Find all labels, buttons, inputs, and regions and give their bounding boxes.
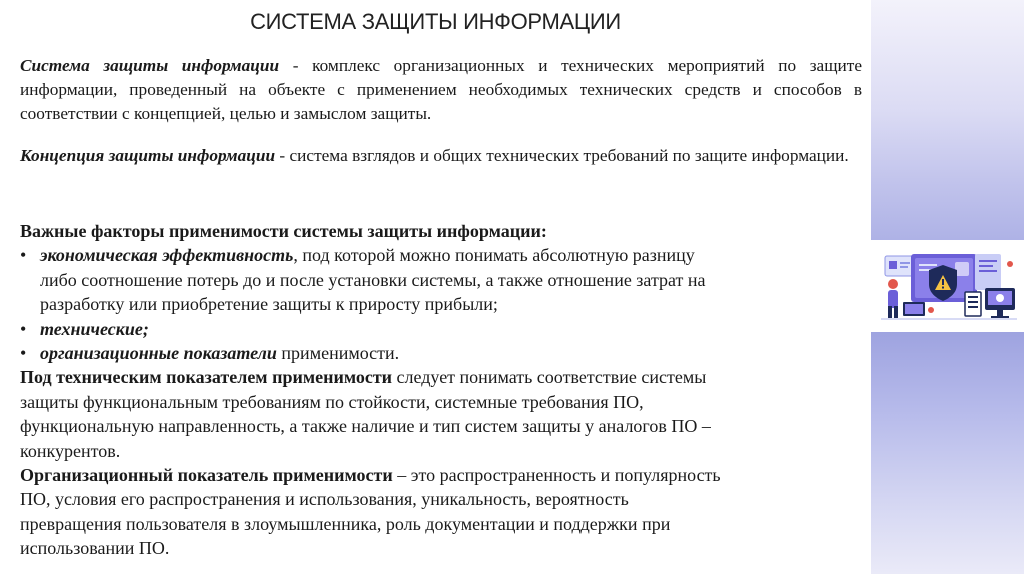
decorative-gradient-bottom bbox=[871, 332, 1024, 574]
bullet-economic-text-1: , под которой можно понимать абсолютную разницу bbox=[293, 245, 695, 266]
definition-system-text: - комплекс организационных и технических мероприятий по защите информации, проведенный на объекте с применением необходимых технических средств и способов в соответствии с концепцией, целью и замыслом защиты. bbox=[20, 56, 862, 123]
bullet-dot: • bbox=[20, 245, 27, 266]
factors-heading: Важные факторы применимости системы защиты информации: bbox=[20, 221, 547, 241]
security-scene-icon bbox=[871, 240, 1024, 332]
technical-indicator-text-1: следует понимать соответствие системы bbox=[392, 367, 707, 388]
technical-indicator-line-1 bbox=[20, 365, 866, 389]
bullet-technical-term: технические; bbox=[40, 318, 149, 339]
bullet-economic-term: экономическая эффективность bbox=[40, 245, 294, 266]
definition-system-term: Система защиты информации bbox=[20, 56, 280, 75]
decorative-gradient-top bbox=[871, 0, 1024, 240]
bullet-economic-text-2: либо соотношение потерь до и после установки системы, а также отношение затрат на bbox=[40, 269, 706, 290]
slide-title: СИСТЕМА ЗАЩИТЫ ИНФОРМАЦИИ bbox=[250, 9, 621, 34]
definition-system bbox=[20, 54, 862, 126]
definition-concept-term: Концепция защиты информации bbox=[20, 146, 276, 165]
technical-indicator-term: Под техническим показателем применимости bbox=[20, 367, 393, 388]
organizational-indicator-text-1: – это распространенность и популярность bbox=[392, 465, 721, 486]
factors-block bbox=[20, 219, 866, 561]
bullet-economic bbox=[20, 243, 866, 267]
organizational-indicator-line-2: ПО, условия его распространения и использования, уникальность, вероятность bbox=[20, 489, 629, 510]
bullet-organizational bbox=[20, 341, 866, 365]
technical-indicator-line-2: защиты функциональным требованиям по стойкости, системные требования ПО, bbox=[20, 391, 644, 412]
cybersecurity-illustration-icon bbox=[871, 240, 1024, 332]
organizational-indicator-line-4: использовании ПО. bbox=[20, 538, 170, 559]
technical-indicator-line-3: функциональную направленность, а также наличие и тип систем защиты у аналогов ПО – bbox=[20, 416, 711, 437]
organizational-indicator-line-1 bbox=[20, 463, 866, 487]
definition-concept-text: - система взглядов и общих технических требований по защите информации. bbox=[275, 146, 849, 165]
bullet-dot: • bbox=[20, 343, 27, 364]
bullet-organizational-text: применимости. bbox=[276, 343, 400, 364]
bullet-organizational-term: организационные показатели bbox=[40, 343, 277, 364]
organizational-indicator-line-3: превращения пользователя в злоумышленника, роль документации и поддержки при bbox=[20, 513, 671, 534]
bullet-technical bbox=[20, 317, 866, 341]
organizational-indicator-term: Организационный показатель применимости bbox=[20, 465, 393, 486]
definition-concept bbox=[20, 144, 862, 168]
technical-indicator-line-4: конкурентов. bbox=[20, 440, 121, 461]
bullet-economic-text-3: разработку или приобретение защиты к приросту прибыли; bbox=[40, 294, 498, 315]
bullet-dot: • bbox=[20, 318, 27, 339]
